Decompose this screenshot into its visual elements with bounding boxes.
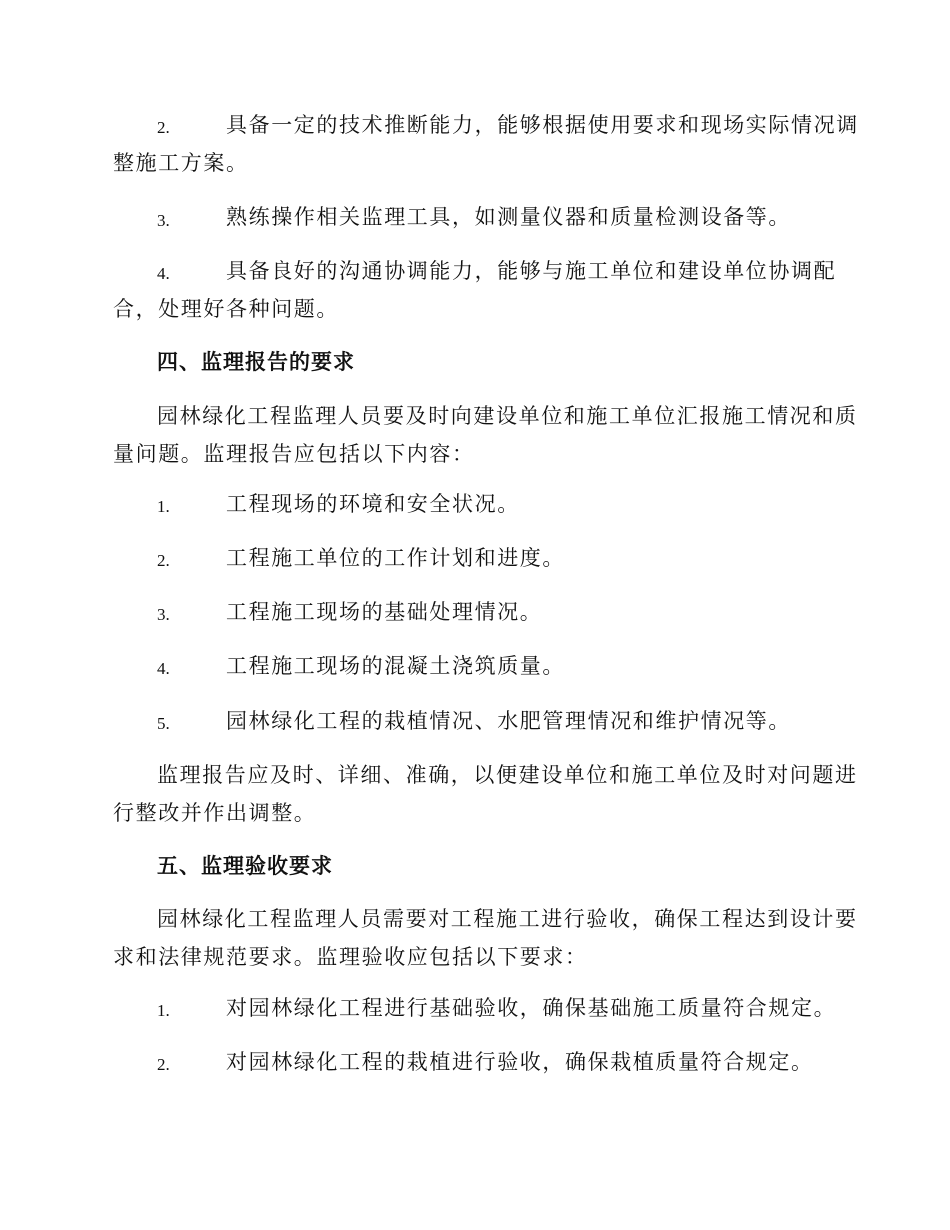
list-item-text: 工程施工现场的混凝土浇筑质量。 bbox=[226, 654, 565, 678]
list-item-text: 熟练操作相关监理工具，如测量仪器和质量检测设备等。 bbox=[226, 205, 791, 229]
list-item-number: 1. bbox=[157, 497, 170, 516]
list-item-number: 3. bbox=[157, 605, 170, 624]
list-item-text: 工程现场的环境和安全状况。 bbox=[226, 492, 520, 516]
list-item-number: 3. bbox=[157, 211, 170, 230]
list-item-number: 4. bbox=[157, 264, 170, 283]
list-item-number: 2. bbox=[157, 118, 170, 137]
paragraph-line: 园林绿化工程监理人员需要对工程施工进行验收，确保工程达到设计要 bbox=[157, 907, 858, 931]
list-item-number: 1. bbox=[157, 1001, 170, 1020]
list-item-text: 具备一定的技术推断能力，能够根据使用要求和现场实际情况调 bbox=[226, 113, 859, 137]
list-item-text: 工程施工单位的工作计划和进度。 bbox=[226, 546, 565, 570]
list-item-number: 2. bbox=[157, 551, 170, 570]
list-item-number: 5. bbox=[157, 714, 170, 733]
paragraph-line: 求和法律规范要求。监理验收应包括以下要求： bbox=[113, 945, 588, 969]
section-heading: 五、监理验收要求 bbox=[157, 854, 333, 878]
list-item-text: 对园林绿化工程进行基础验收，确保基础施工质量符合规定。 bbox=[226, 996, 837, 1020]
list-item-text: 园林绿化工程的栽植情况、水肥管理情况和维护情况等。 bbox=[226, 709, 791, 733]
paragraph-line: 园林绿化工程监理人员要及时向建设单位和施工单位汇报施工情况和质 bbox=[157, 404, 858, 428]
list-item-text: 工程施工现场的基础处理情况。 bbox=[226, 600, 543, 624]
list-item-text: 具备良好的沟通协调能力，能够与施工单位和建设单位协调配 bbox=[226, 259, 837, 283]
paragraph-line: 行整改并作出调整。 bbox=[113, 801, 317, 825]
section-heading: 四、监理报告的要求 bbox=[157, 350, 355, 374]
paragraph-line: 量问题。监理报告应包括以下内容： bbox=[113, 442, 475, 466]
list-item-text-continued: 整施工方案。 bbox=[113, 151, 249, 175]
list-item-number: 2. bbox=[157, 1055, 170, 1074]
list-item-text: 对园林绿化工程的栽植进行验收，确保栽植质量符合规定。 bbox=[226, 1050, 814, 1074]
paragraph-line: 监理报告应及时、详细、准确，以便建设单位和施工单位及时对问题进 bbox=[157, 763, 858, 787]
list-item-text-continued: 合，处理好各种问题。 bbox=[113, 297, 339, 321]
list-item-number: 4. bbox=[157, 659, 170, 678]
